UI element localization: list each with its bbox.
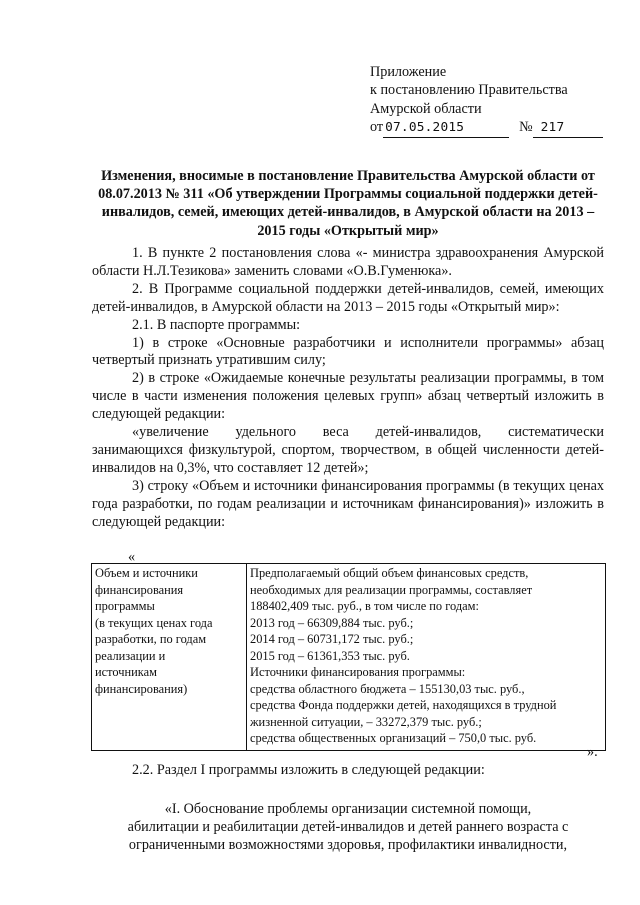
appendix-date-number	[370, 118, 603, 138]
paragraph: 2) в строке «Ожидаемые конечные результаты реализации программы, в том числе в части изменения положения целевых групп» абзац четвертый изложить в следующей редакции:	[92, 370, 604, 423]
cell-line: финансирования)	[95, 681, 188, 696]
cell-line: средства областного бюджета – 155130,03 тыс. руб.,	[250, 681, 525, 696]
paragraph: 2. В Программе социальной поддержки детей-инвалидов, семей, имеющих детей-инвалидов, в Амурской области на 2013 – 2015 годы «Открытый мир»:	[92, 280, 604, 315]
document-body	[92, 245, 604, 532]
section-I-heading	[92, 800, 604, 854]
heading-line: абилитации и реабилитации детей-инвалидов и детей раннего возраста с	[127, 819, 569, 835]
cell-line: средства Фонда поддержки детей, находящихся в трудной	[250, 698, 557, 712]
cell-line: жизненной ситуации, – 33272,379 тыс. руб.;	[250, 714, 482, 729]
cell-line: 2014 год – 60731,172 тыс. руб.;	[250, 632, 414, 646]
cell-line: (в текущих ценах года	[95, 615, 213, 630]
appendix-header	[370, 63, 603, 138]
paragraph: 2.1. В паспорте программы:	[132, 316, 301, 333]
paragraph: 1. В пункте 2 постановления слова «- министра здравоохранения Амурской области Н.Л.Тезикова» заменить словами «О.В.Гуменюка».	[92, 245, 604, 279]
heading-line: ограниченными возможностями здоровья, профилактики инвалидности,	[128, 837, 568, 853]
appendix-line: к постановлению Правительства	[370, 82, 568, 99]
paragraph: «увеличение удельного веса детей-инвалидов, систематически занимающихся физкультурой, спортом, творчеством, в общей численности детей- инвалидов на 0,3%, что составляет 12 детей»;	[92, 424, 604, 476]
appendix-line: Приложение	[370, 64, 447, 80]
appendix-line: Амурской области	[370, 100, 482, 117]
number-label: №	[519, 118, 533, 135]
cell-line: 2015 год – 61361,353 тыс. руб.	[250, 648, 410, 663]
cell-line: реализации и	[95, 648, 166, 663]
quote-open: «	[128, 549, 136, 565]
from-label: от	[370, 118, 384, 135]
cell-line: программы	[95, 599, 155, 613]
cell-line: Предполагаемый общий объем финансовых средств,	[250, 566, 529, 580]
quote-close: ».	[587, 744, 598, 760]
section-2-2: 2.2. Раздел I программы изложить в следующей редакции:	[132, 762, 485, 778]
cell-line: Объем и источники	[95, 566, 198, 580]
heading-line: «I. Обоснование проблемы организации системной помощи,	[164, 801, 532, 817]
paragraph: 3) строку «Объем и источники финансирования программы (в текущих ценах года разработки, по годам реализации и источникам финансирования)» изложить в следующей редакции:	[92, 477, 604, 530]
cell-line: необходимых для реализации программы, составляет	[250, 582, 533, 597]
decree-number: 217	[533, 119, 603, 138]
cell-line: разработки, по годам	[95, 632, 207, 646]
table-row	[92, 564, 606, 751]
cell-line: 188402,409 тыс. руб., в том числе по годам:	[250, 599, 479, 613]
cell-line: финансирования	[95, 582, 184, 597]
table-cell-value	[247, 564, 606, 751]
cell-line: Источники финансирования программы:	[250, 665, 466, 679]
cell-line: 2013 год – 66309,884 тыс. руб.;	[250, 615, 414, 630]
table-cell-label	[92, 564, 247, 751]
cell-line: источникам	[95, 665, 157, 679]
paragraph: 1) в строке «Основные разработчики и исполнители программы» абзац четвертый признать утратившим силу;	[92, 334, 604, 369]
decree-date: 07.05.2015	[383, 119, 509, 138]
document-title: Изменения, вносимые в постановление Правительства Амурской области от 08.07.2013 № 311 «Об утверждении Программы социальной поддержки детей-инвалидов, семей, имеющих детей-инвалидов, в Амурской области на 2013 – 2015 годы «Открытый мир»	[98, 168, 598, 239]
financing-table	[91, 563, 606, 751]
cell-line: средства общественных организаций – 750,0 тыс. руб.	[250, 731, 537, 745]
